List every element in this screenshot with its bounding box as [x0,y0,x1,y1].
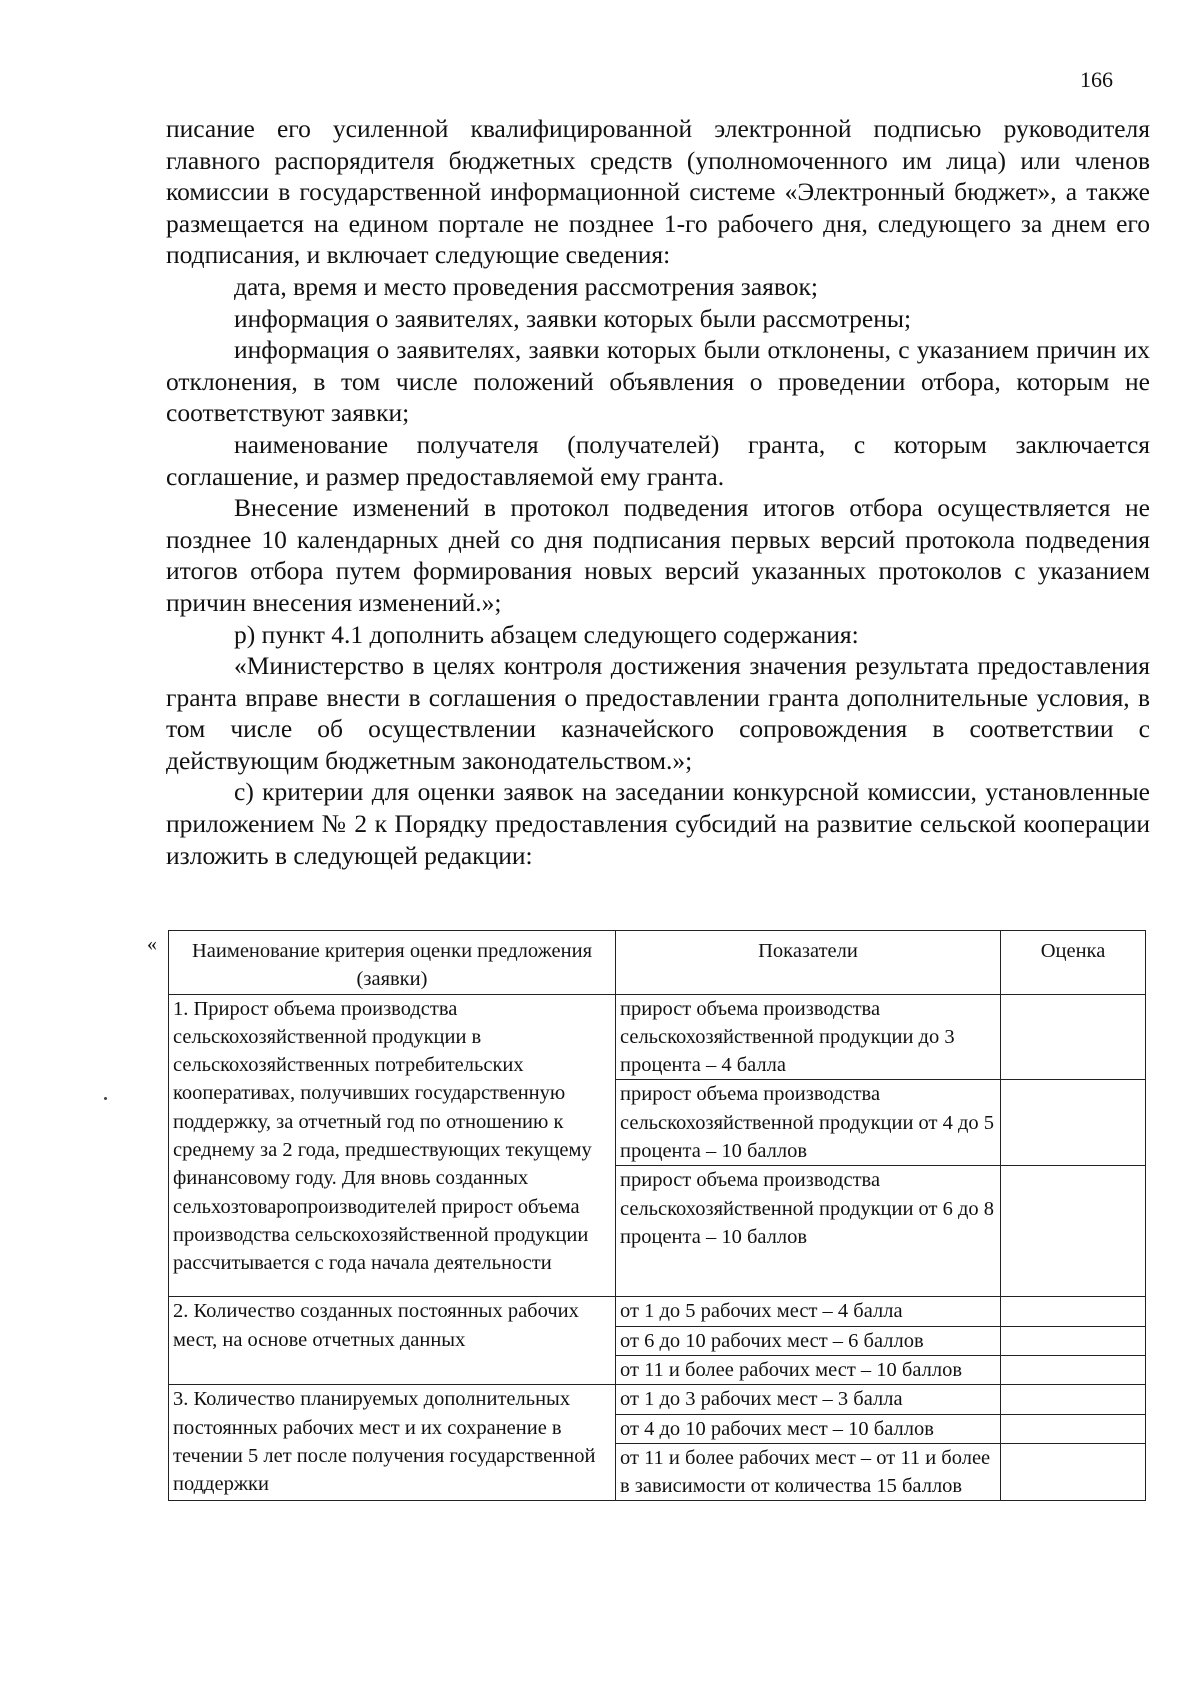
header-criterion: Наименование критерия оценки предложения (заявки) [169,931,616,995]
paragraph: писание его усиленной квалифицированной электронной подписью руководителя главного распорядителя бюджетных средств (уполномоченного им лица) или членов комиссии в государственной информационной системе «Электронный бюджет», а также размещается на едином портале не позднее 1-го рабочего дня, следующего за днем его подписания, и включает следующие сведения: [166,114,1150,270]
paragraph: с) критерии для оценки заявок на заседании конкурсной комиссии, установленные приложением № 2 к Порядку предоставления субсидий на развитие сельской кооперации изложить в следующей редакции: [166,777,1150,870]
paragraph: информация о заявителях, заявки которых были отклонены, с указанием причин их отклонения, в том числе положений объявления о проведении отбора, которым не соответствуют заявки; [166,335,1150,428]
criterion-name: 1. Прирост объема производства сельскохозяйственной продукции в сельскохозяйственных потребительских кооперативах, получивших государственную поддержку, за отчетный год по отношению к среднему за 2 года, предшествующих текущему финансовому году. Для вновь созданных сельхозтоваропроизводителей прирост объема производства сельскохозяйственной продукции рассчитывается с года начала деятельности [169,994,616,1297]
score-cell [1001,1385,1146,1414]
indicator-cell: от 6 до 10 рабочих мест – 6 баллов [616,1326,1001,1355]
paragraph: Внесение изменений в протокол подведения итогов отбора осуществляется не позднее 10 календарных дней со дня подписания первых версий протокола подведения итогов отбора путем формирования новых версий указанных протоколов с указанием причин внесения изменений.»; [166,493,1150,617]
page-number: 166 [1080,67,1113,92]
indicator-cell: прирост объема производства сельскохозяйственной продукции до 3 процента – 4 балла [616,994,1001,1080]
score-cell [1001,1414,1146,1443]
criterion-name: 3. Количество планируемых дополнительных постоянных рабочих мест и их сохранение в течении 5 лет после получения государственной поддержки [169,1385,616,1501]
paragraph: информация о заявителях, заявки которых были рассмотрены; [234,303,912,333]
score-cell [1001,1326,1146,1355]
indicator-cell: прирост объема производства сельскохозяйственной продукции от 6 до 8 процента – 10 баллов [616,1166,1001,1297]
scan-artifact-dot [104,1097,107,1100]
score-cell [1001,1080,1146,1166]
table-row [169,1385,1146,1414]
header-score: Оценка [1001,931,1146,995]
score-cell [1001,1166,1146,1297]
table-row [169,1297,1146,1326]
criterion-name: 2. Количество созданных постоянных рабочих мест, на основе отчетных данных [169,1297,616,1385]
table-row [169,994,1146,1080]
document-body [166,113,1150,871]
indicator-cell: от 1 до 5 рабочих мест – 4 балла [616,1297,1001,1326]
score-cell [1001,1297,1146,1326]
paragraph: р) пункт 4.1 дополнить абзацем следующего содержания: [234,619,859,649]
paragraph: наименование получателя (получателей) гранта, с которым заключается соглашение, и размер предоставляемой ему гранта. [166,429,1150,491]
indicator-cell: от 11 и более рабочих мест – от 11 и более в зависимости от количества 15 баллов [616,1443,1001,1501]
opening-quote-mark: « [147,933,157,955]
criteria-table [168,930,1146,1501]
score-cell [1001,1355,1146,1384]
indicator-cell: от 4 до 10 рабочих мест – 10 баллов [616,1414,1001,1443]
paragraph: дата, время и место проведения рассмотрения заявок; [234,271,818,301]
table-header-row [169,931,1146,995]
indicator-cell: от 1 до 3 рабочих мест – 3 балла [616,1385,1001,1414]
score-cell [1001,1443,1146,1501]
paragraph: «Министерство в целях контроля достижения значения результата предоставления гранта вправе внести в соглашения о предоставлении гранта дополнительные условия, в том числе об осуществлении казначейского сопровождения в соответствии с действующим бюджетным законодательством.»; [166,651,1150,775]
indicator-cell: прирост объема производства сельскохозяйственной продукции от 4 до 5 процента – 10 баллов [616,1080,1001,1166]
score-cell [1001,994,1146,1080]
header-indicators: Показатели [616,931,1001,995]
indicator-cell: от 11 и более рабочих мест – 10 баллов [616,1355,1001,1384]
